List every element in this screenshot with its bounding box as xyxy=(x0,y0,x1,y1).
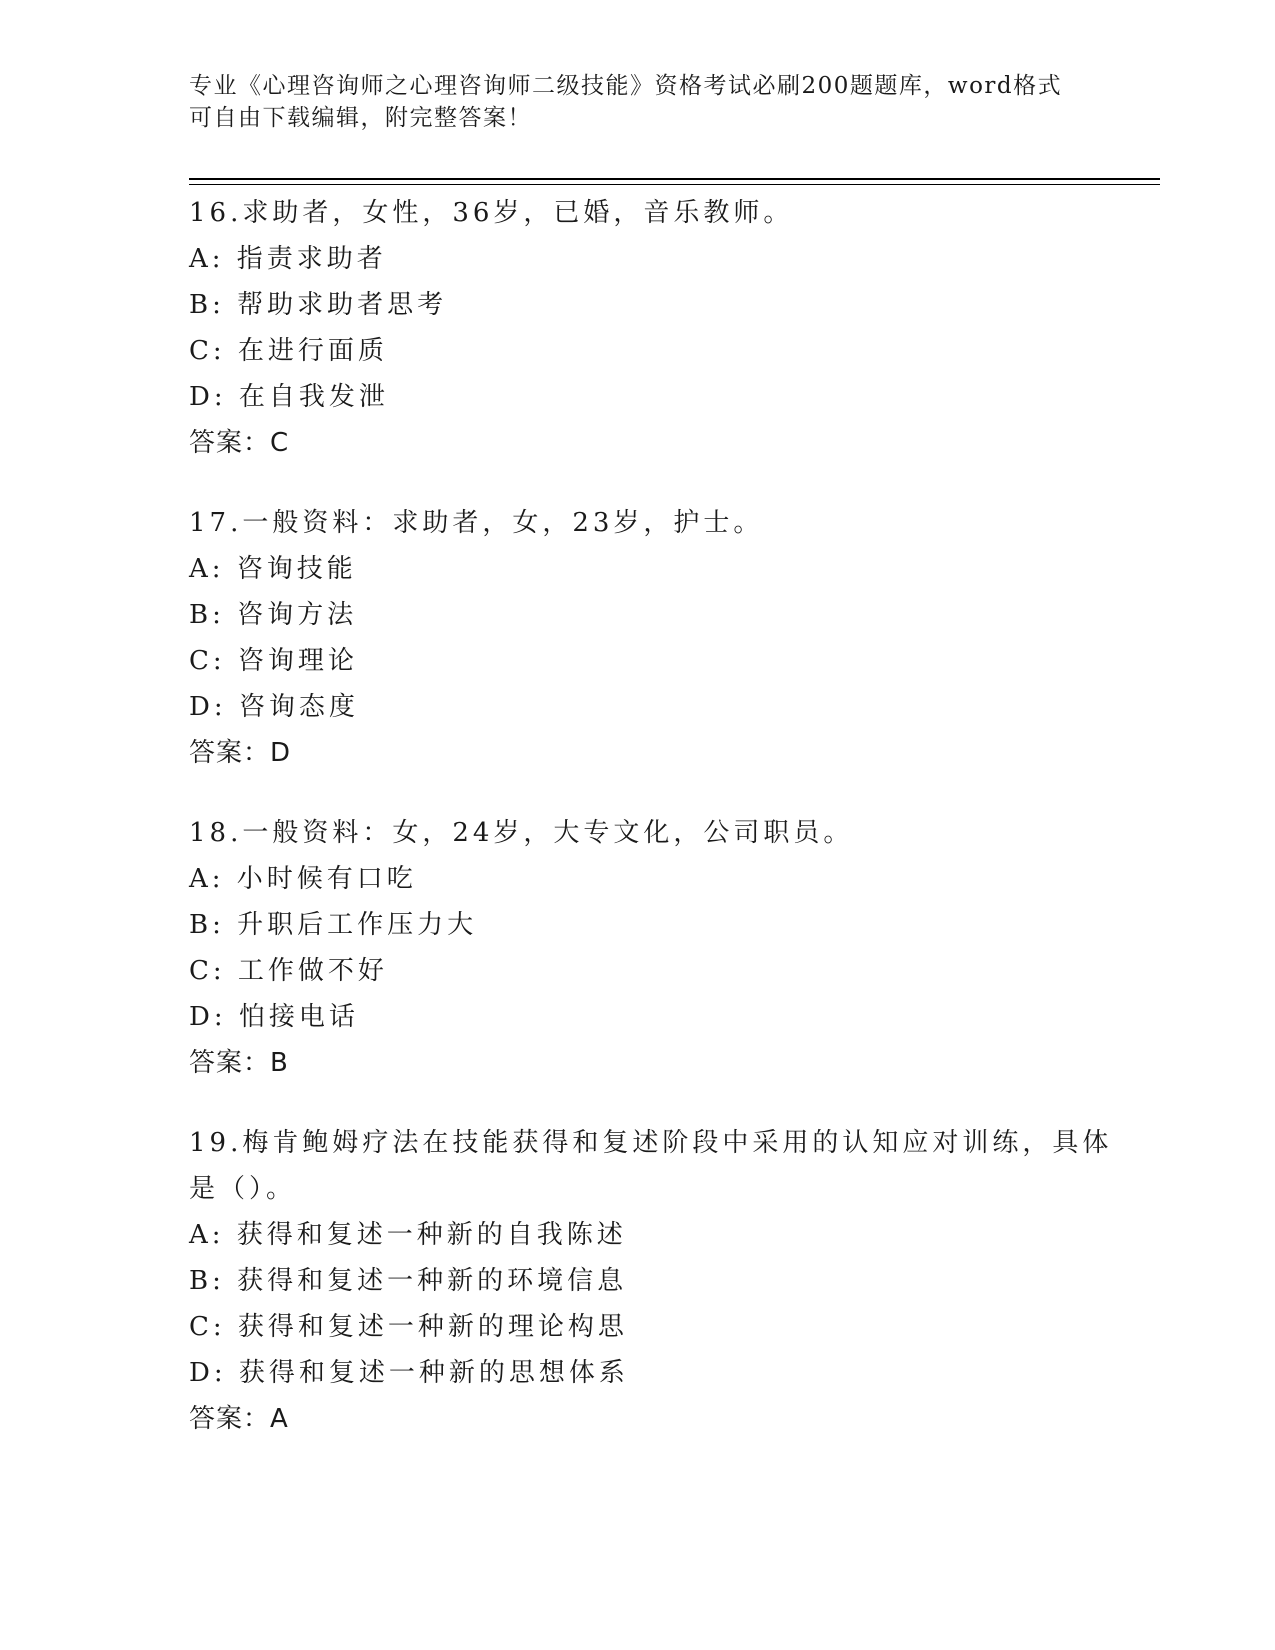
question-18 xyxy=(189,810,1129,1086)
question-17 xyxy=(189,500,1129,776)
answer-line: 答案：A xyxy=(189,1404,289,1434)
question-stem: 16.求助者，女性，36岁，已婚，音乐教师。 xyxy=(189,198,794,228)
question-19 xyxy=(189,1120,1129,1442)
option-a: A: 咨询技能 xyxy=(189,554,357,584)
header-divider-thin xyxy=(189,184,1160,185)
option-c: C: 工作做不好 xyxy=(189,956,388,986)
option-c: C: 在进行面质 xyxy=(189,336,388,366)
question-stem: 19.梅肯鲍姆疗法在技能获得和复述阶段中采用的认知应对训练，具体是（）。 xyxy=(189,1128,1113,1204)
answer-line: 答案：B xyxy=(189,1048,289,1078)
question-list xyxy=(189,190,1129,1476)
option-b: B: 帮助求助者思考 xyxy=(189,290,448,320)
option-c: C: 获得和复述一种新的理论构思 xyxy=(189,1312,628,1342)
question-stem: 17.一般资料：求助者，女，23岁，护士。 xyxy=(189,508,764,538)
option-c: C: 咨询理论 xyxy=(189,646,358,676)
document-header xyxy=(189,70,1089,134)
option-b: B: 咨询方法 xyxy=(189,600,358,630)
option-d: D: 获得和复述一种新的思想体系 xyxy=(189,1358,629,1388)
question-16 xyxy=(189,190,1129,466)
option-a: A: 小时候有口吃 xyxy=(189,864,417,894)
option-b: B: 获得和复述一种新的环境信息 xyxy=(189,1266,628,1296)
header-title-line-1: 专业《心理咨询师之心理咨询师二级技能》资格考试必刷200题题库，word格式 xyxy=(189,73,1063,99)
header-title-line-2: 可自由下载编辑，附完整答案！ xyxy=(189,105,532,131)
option-a: A: 获得和复述一种新的自我陈述 xyxy=(189,1220,627,1250)
option-a: A: 指责求助者 xyxy=(189,244,387,274)
answer-line: 答案：D xyxy=(189,738,292,768)
option-b: B: 升职后工作压力大 xyxy=(189,910,478,940)
answer-line: 答案：C xyxy=(189,428,290,458)
option-d: D: 咨询态度 xyxy=(189,692,359,722)
option-d: D: 怕接电话 xyxy=(189,1002,359,1032)
option-d: D: 在自我发泄 xyxy=(189,382,389,412)
question-stem: 18.一般资料：女，24岁，大专文化，公司职员。 xyxy=(189,818,854,848)
header-divider-thick xyxy=(189,178,1160,180)
